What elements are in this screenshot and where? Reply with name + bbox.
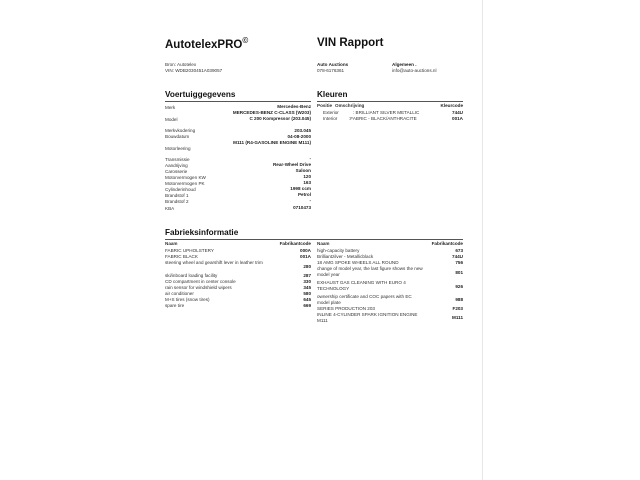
vehicle-label-fuel-2: Brandstof 2 [165, 199, 189, 204]
factory-right-code: 744U [452, 254, 463, 259]
factory-left-name: spare tire [165, 303, 185, 308]
colors-interior-code: 001A [452, 116, 463, 121]
colors-exterior-description: : BRILLIANT SILVER METALLIC [353, 110, 420, 115]
factory-left-name: M+S tires (snow tires) [165, 297, 210, 302]
colors-divider [317, 101, 463, 102]
vehicle-label-build-date: Bouwdatum [165, 134, 190, 139]
factory-left-code: 001A [300, 254, 311, 259]
factory-left-name: FABRIC BLACK [165, 254, 198, 259]
vehicle-label-transmission: Transmissie [165, 157, 190, 162]
vehicle-value-body: Saloon [295, 168, 311, 173]
factory-left-name: FABRIC UPHOLSTERY [165, 248, 214, 253]
factory-left-code: 280 [303, 264, 311, 269]
factory-right-col-code: Fabrikantcode [431, 241, 463, 246]
brand-title: AutotelexPRO© [165, 36, 249, 51]
factory-left-code: 287 [303, 273, 311, 278]
factory-right-name: ownership certificate and COC papers with EC model plate [317, 294, 412, 305]
source-line: Bron: Autotelex [165, 62, 197, 67]
company-phone: 078-6176361 [317, 68, 345, 73]
factory-right-col-name: Naam [317, 241, 330, 246]
vin-line: VIN: WDB2030451A039057 [165, 68, 223, 73]
company-name: Auto Auctions [317, 62, 349, 67]
vehicle-label-body: Carosserie [165, 169, 188, 174]
general-label: Algemeen . [392, 62, 417, 67]
factory-left-code: 345 [303, 285, 311, 290]
vehicle-label-engine: Motorleering [165, 146, 191, 151]
vehicle-divider [165, 101, 311, 102]
vehicle-label-model: Model [165, 117, 178, 122]
vehicle-value-transmission: - [309, 156, 311, 161]
factory-right-name: SERIES PRODUCTION 203 [317, 306, 375, 311]
factory-left-name: ski/inboard loading facility [165, 273, 218, 278]
general-email[interactable]: info@auto-auctions.nl [392, 68, 437, 73]
factory-left-code: 000A [300, 248, 311, 253]
factory-left-code: 645 [303, 297, 311, 302]
vehicle-value-power-kw: 120 [303, 174, 311, 179]
factory-right-name: high-capacity battery [317, 248, 360, 253]
vehicle-label-power-kw: Motorvermogen KW [165, 175, 206, 180]
vehicle-value-model: MERCEDES-BENZ C-CLASS (W203) C 200 Kompressor (203.045) [232, 110, 311, 121]
vehicle-heading: Voertuiggegevens [165, 90, 236, 99]
report-title: VIN Rapport [317, 37, 384, 49]
factory-right-code: 988 [455, 297, 463, 302]
vehicle-value-build-date: 04-08-2000 [287, 134, 311, 139]
factory-left-name: steering wheel and gearshift lever in leather trim [165, 260, 263, 265]
vehicle-value-make: Mercedes-Benz [277, 104, 311, 109]
vehicle-value-engine: M111 (R4-GASOLINE ENGINE M111) [233, 140, 311, 145]
vehicle-value-brand-code: 203.045 [294, 128, 311, 133]
factory-left-name: air conditioner [165, 291, 194, 296]
report-sheet [130, 0, 483, 480]
vehicle-value-displacement: 1998 ccm [290, 186, 311, 191]
vehicle-label-displacement: Cylinderinhoud [165, 187, 196, 192]
colors-interior-description: :FABRIC - BLACK/ANTHRACITE [349, 116, 417, 121]
vehicle-value-power-pk: 163 [303, 180, 311, 185]
factory-right-name: EXHAUST GAS CLEANING WITH EURO 4 TECHNOLOGY [317, 280, 406, 291]
vehicle-label-make: Merk [165, 105, 176, 110]
colors-col-code: Kleurcode [440, 103, 463, 108]
vehicle-label-kba: KBA [165, 206, 175, 211]
vehicle-label-brand-code: Merkvkodering [165, 128, 196, 133]
factory-left-name: rain sensor for windshield wipers [165, 285, 232, 290]
factory-left-code: 580 [303, 291, 311, 296]
factory-right-code: 673 [455, 248, 463, 253]
factory-right-name: Brilliantzilver - Metallicblack [317, 254, 374, 259]
colors-col-description: Omschrijving [335, 103, 365, 108]
factory-right-code: 756 [455, 260, 463, 265]
vehicle-label-drive: Aandrijving [165, 163, 188, 168]
factory-right-code: F203 [452, 306, 463, 311]
factory-right-code: M111 [452, 315, 463, 320]
factory-right-name: 18 AMG SPOKE WHEELS ALL ROUND [317, 260, 399, 265]
factory-right-name: change of model year, the last figure shows the new model year [317, 266, 423, 277]
colors-exterior-position: Exterior [323, 110, 339, 115]
factory-left-name: CD compartment in center console [165, 279, 236, 284]
colors-exterior-code: 744U [452, 110, 463, 115]
vehicle-value-fuel-2: - [309, 198, 311, 203]
vehicle-label-power-pk: Motorvermogen PK [165, 181, 205, 186]
factory-right-name: INLINE 4-CYLINDER SPARK IGNITION ENGINE M111 [317, 312, 418, 323]
colors-interior-position: Interior [323, 116, 338, 121]
vehicle-label-fuel-1: Brandstof 1 [165, 193, 189, 198]
factory-left-col-name: Naam [165, 241, 178, 246]
factory-right-code: 801 [455, 270, 463, 275]
factory-left-code: 330 [303, 279, 311, 284]
factory-left-code: 669 [303, 303, 311, 308]
factory-right-code: 926 [455, 284, 463, 289]
factory-left-col-code: Fabrikantcode [279, 241, 311, 246]
vehicle-value-kba: 0710473 [293, 205, 311, 210]
vehicle-value-fuel-1: Petrol [297, 192, 311, 197]
factory-heading: Fabrieksinformatie [165, 228, 239, 237]
brand-copyright-mark: © [242, 36, 249, 45]
factory-divider [165, 239, 463, 240]
vehicle-value-drive: Rear-Wheel Drive [272, 162, 311, 167]
colors-heading: Kleuren [317, 90, 348, 99]
colors-col-position: Positie [317, 103, 333, 108]
